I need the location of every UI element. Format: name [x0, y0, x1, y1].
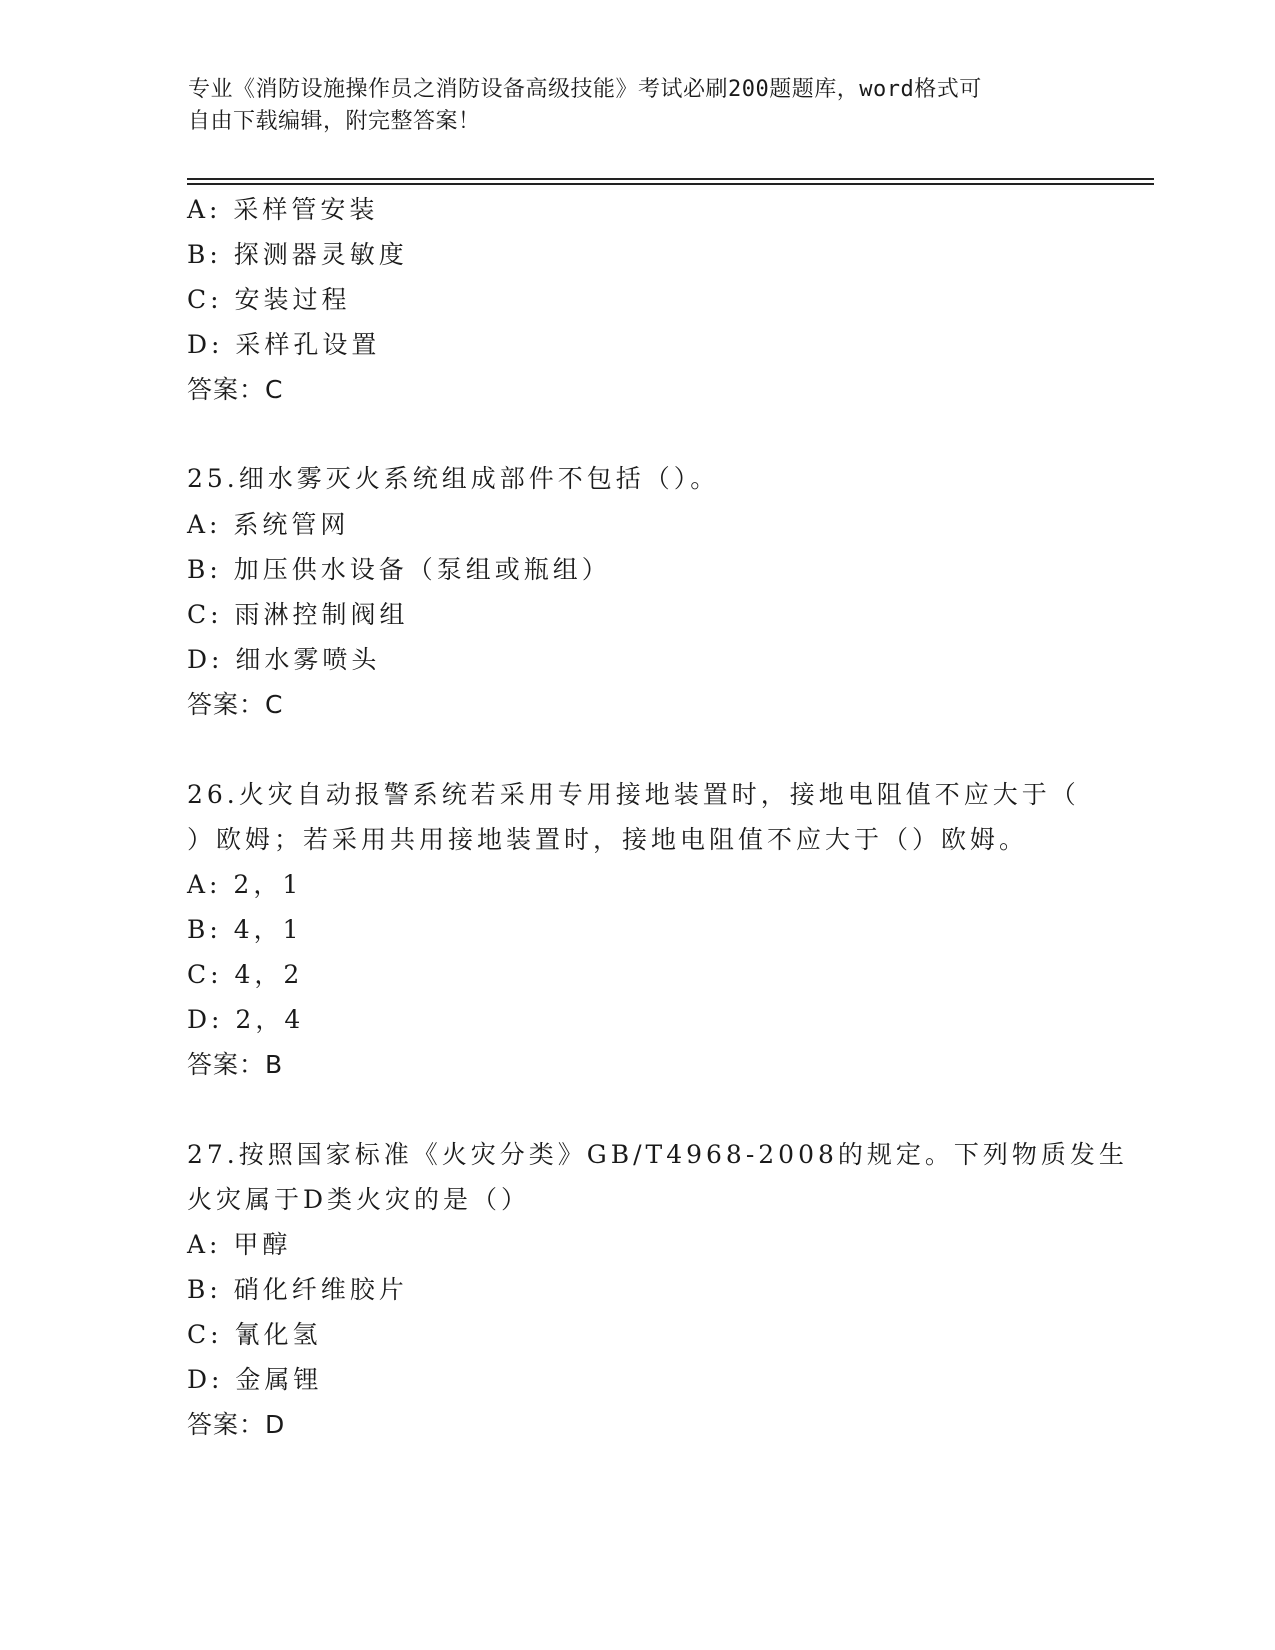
question-text: 25.细水雾灭火系统组成部件不包括（）。 [187, 464, 720, 493]
answer: 答案：C [187, 690, 284, 719]
answer: 答案：B [187, 1050, 284, 1079]
option-c: C: 安装过程 [187, 285, 351, 314]
document-header [188, 74, 1068, 138]
option-d: D: 细水雾喷头 [187, 645, 381, 674]
question-text: 26.火灾自动报警系统若采用专用接地装置时，接地电阻值不应大于（ [187, 780, 1080, 809]
header-rule-top [187, 178, 1154, 180]
answer: 答案：D [187, 1410, 286, 1439]
option-a: A: 系统管网 [187, 510, 350, 539]
header-rule-bottom [187, 183, 1154, 185]
header-line-2: 自由下载编辑，附完整答案！ [188, 109, 481, 134]
option-c: C: 雨淋控制阀组 [187, 600, 409, 629]
answer: 答案：C [187, 375, 284, 404]
option-b: B: 硝化纤维胶片 [187, 1275, 408, 1304]
question-text: 27.按照国家标准《火灾分类》GB/T4968-2008的规定。下列物质发生 [187, 1140, 1128, 1169]
option-d: D: 金属锂 [187, 1365, 323, 1394]
option-d: D: 采样孔设置 [187, 330, 381, 359]
option-a: A: 2，1 [187, 870, 303, 899]
option-b: B: 4，1 [187, 915, 303, 944]
option-b: B: 探测器灵敏度 [187, 240, 408, 269]
header-line-1: 专业《消防设施操作员之消防设备高级技能》考试必刷200题题库，word格式可 [188, 77, 982, 102]
option-d: D: 2，4 [187, 1005, 305, 1034]
option-b: B: 加压供水设备（泵组或瓶组） [187, 555, 611, 584]
question-text-continued: ）欧姆；若采用共用接地装置时，接地电阻值不应大于（）欧姆。 [187, 825, 1029, 854]
option-a: A: 甲醇 [187, 1230, 292, 1259]
option-c: C: 氰化氢 [187, 1320, 322, 1349]
question-text-continued: 火灾属于D类火灾的是（） [187, 1185, 531, 1214]
option-c: C: 4，2 [187, 960, 304, 989]
option-a: A: 采样管安装 [187, 195, 379, 224]
